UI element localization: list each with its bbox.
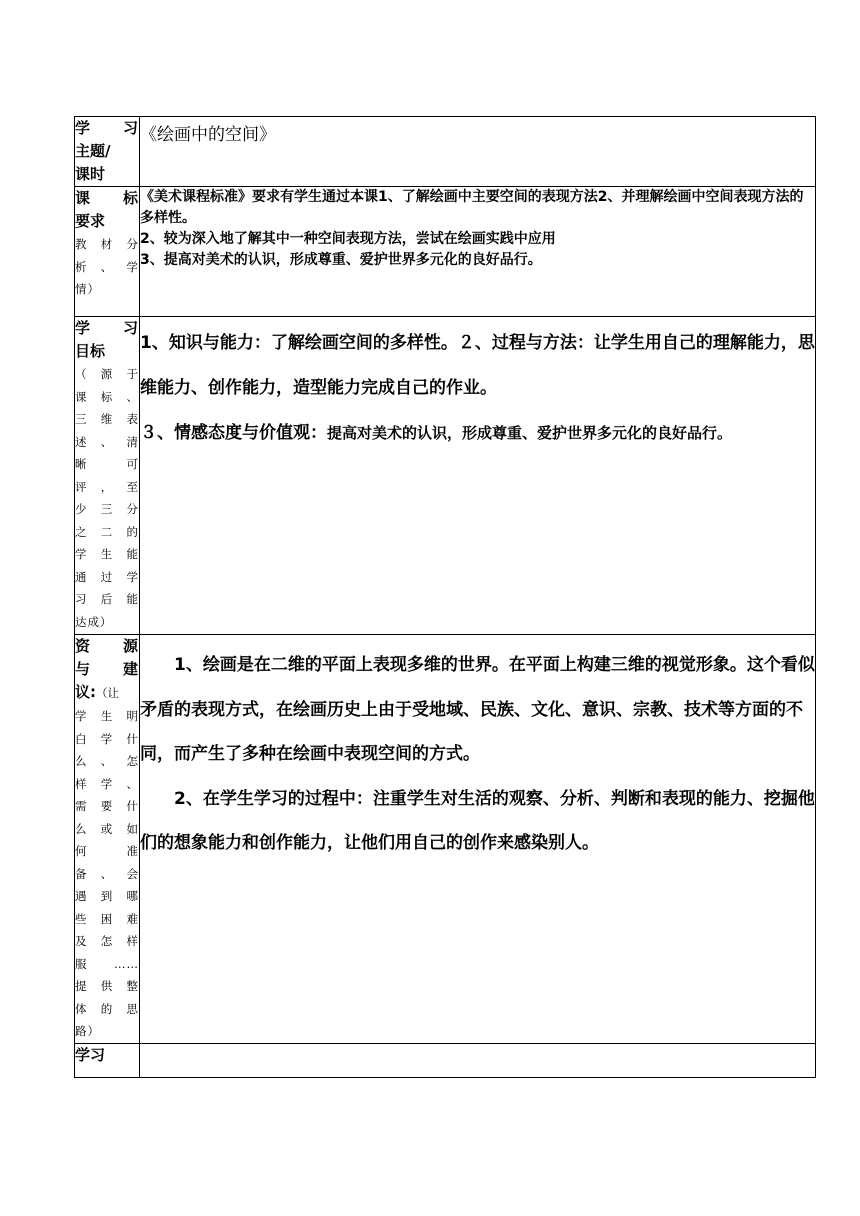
standard-label-note: 析、学 — [75, 259, 139, 274]
resources-label-note: 体的思 — [75, 1001, 139, 1016]
resources-label-inline-note: （让 — [96, 686, 119, 700]
goals-part1: 1、知识与能力：了解绘画空间的多样性。２、过程与方法：让学生用自己的理解能力，思维能力、创作能力，造型能力完成自己的作业。 — [140, 333, 815, 398]
resources-label-note: 及怎样 — [75, 934, 139, 948]
goals-label-line: 目标 — [75, 342, 106, 360]
table-row — [75, 635, 816, 1044]
goals-label-note: 课标、 — [75, 389, 139, 404]
goals-label-note: 通过学 — [75, 569, 139, 584]
goals-label-note: （源于 — [75, 367, 139, 381]
resources-label-cell — [75, 635, 140, 1044]
table-row — [75, 187, 816, 317]
standard-label-line: 要求 — [75, 212, 106, 230]
resources-label-note: 样学、 — [75, 776, 139, 791]
resources-label-head: 议: — [75, 683, 96, 701]
standard-label-note: 教材分 — [75, 237, 139, 251]
resources-label-note: 么、怎 — [75, 754, 139, 768]
resources-label-note: 遇到哪 — [75, 889, 139, 903]
learning-content-cell — [140, 1043, 816, 1077]
goals-label-note: 学生能 — [75, 547, 139, 561]
standard-paragraph: 2、较为深入地了解其中一种空间表现方法，尝试在绘画实践中应用 — [140, 231, 556, 247]
resources-content-cell — [140, 635, 816, 1044]
resources-label-note: 何 准 — [75, 844, 139, 858]
learning-label: 学习 — [75, 1045, 106, 1064]
lesson-plan-table — [74, 116, 816, 1078]
topic-content-cell — [140, 117, 816, 187]
resources-label-note: 备、会 — [75, 866, 139, 881]
table-row — [75, 117, 816, 187]
resources-label-note: 白学什 — [75, 731, 139, 746]
standard-paragraph: 3、提高对美术的认识，形成尊重、爱护世界多元化的良好品行。 — [140, 252, 542, 268]
resources-label-note: 服…… — [75, 956, 139, 971]
resources-paragraph: 1、绘画是在二维的平面上表现多维的世界。在平面上构建三维的视觉形象。这个看似矛盾的表现方式，在绘画历史上由于受地域、民族、文化、意识、宗教、技术等方面的不同，而产生了多种在绘画中表现空间的方式。 — [140, 655, 815, 764]
goals-label-cell — [75, 317, 140, 635]
goals-label-note: 之二的 — [75, 524, 139, 539]
goals-label-note: 三维表 — [75, 412, 139, 426]
goals-label-note: 评，至 — [75, 479, 139, 494]
standard-label-cell — [75, 187, 140, 317]
goals-label-note: 晰 可 — [75, 457, 139, 471]
standard-label-line: 课 标 — [75, 189, 139, 207]
standard-content-cell — [140, 187, 816, 317]
standard-label-note: 情） — [75, 282, 100, 296]
resources-label-line — [75, 681, 139, 705]
goals-label-note: 述、清 — [75, 434, 139, 449]
resources-label-line: 资 源 — [75, 637, 139, 655]
goals-label-line: 学 习 — [75, 319, 139, 337]
lesson-title: 《绘画中的空间》 — [140, 125, 276, 145]
goals-content-cell — [140, 317, 816, 635]
resources-label-note: 路） — [75, 1024, 100, 1038]
resources-label-note: 学生明 — [75, 709, 139, 723]
goals-label-note: 少三分 — [75, 502, 139, 516]
topic-label-line: 学 习 — [75, 119, 139, 137]
resources-label-note: 提供整 — [75, 979, 139, 993]
resources-paragraph: 2、在学生学习的过程中：注重学生对生活的观察、分析、判断和表现的能力、挖掘他们的想象能力和创作能力，让他们用自己的创作来感染别人。 — [140, 788, 815, 853]
goals-label-note: 达成） — [75, 614, 113, 629]
resources-label-note: 些困难 — [75, 911, 139, 926]
goals-paragraph — [140, 317, 815, 456]
standard-paragraph: 《美术课程标准》要求有学生通过本课1、了解绘画中主要空间的表现方法2、并理解绘画中空间表现方法的多样性。 — [140, 189, 804, 226]
resources-label-line: 与 建 — [75, 660, 139, 678]
goals-part2-head: ３、情感态度与价值观： — [140, 423, 327, 443]
topic-label-line: 课时 — [75, 165, 106, 183]
resources-label-note: 需要什 — [75, 799, 139, 813]
goals-part2-body: 提高对美术的认识，形成尊重、爱护世界多元化的良好品行。 — [327, 424, 733, 442]
table-row — [75, 317, 816, 635]
topic-label-line: 主题/ — [75, 142, 111, 160]
goals-label-note: 习后能 — [75, 592, 139, 606]
topic-label-cell — [75, 117, 140, 187]
resources-body — [140, 635, 815, 866]
resources-label-note: 么或如 — [75, 821, 139, 836]
table-row — [75, 1043, 816, 1077]
learning-label-cell — [75, 1043, 140, 1077]
